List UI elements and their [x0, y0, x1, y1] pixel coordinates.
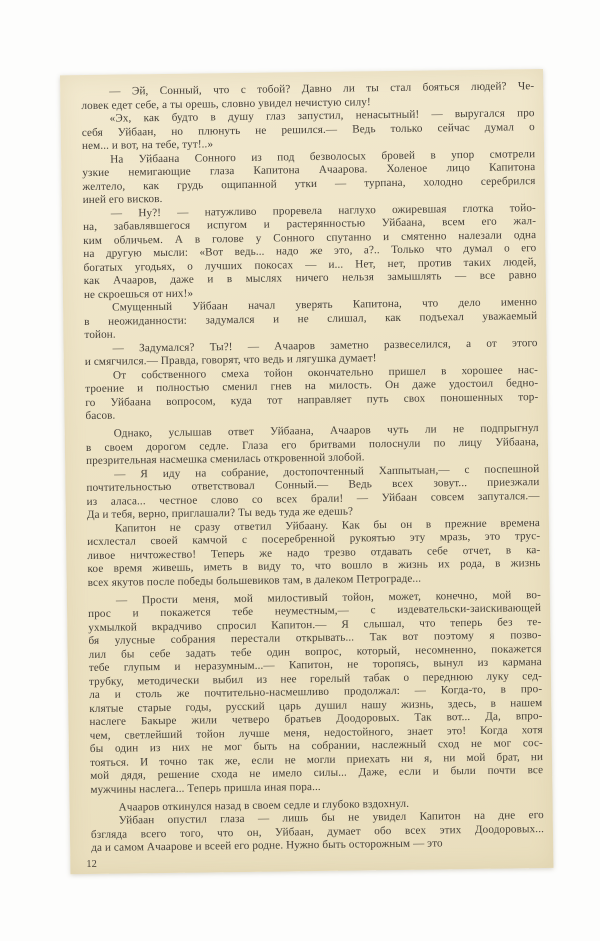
text-line: ла и столь же почтительно-насмешливо продолжал: — Когда-то, в про-	[89, 683, 543, 701]
text-line: — Ну?! — натужливо проревела наглухо ожиревшая глотка тойо-	[110, 201, 536, 220]
text-line: троение и полностью сменил гнев на милость. Он даже удостоил бедно-	[85, 377, 539, 396]
text-line: мой дядя, решение схода не имело силы... Даже, если и были почти все	[90, 764, 544, 782]
text-line: иней его висков.	[82, 192, 163, 207]
text-line: Да и тебя, верно, приглашали? Ты ведь туда же едешь?	[86, 505, 354, 522]
text-line: — Эй, Сонный, что с тобой? Давно ли ты стал бояться людей? Че-	[109, 80, 535, 98]
text-line: лил бы себе задать тебе один вопрос, который, несомненно, покажется	[88, 642, 542, 661]
paragraph	[91, 809, 544, 855]
text-line: почтительностью ответствовал Сонный.— Ведь всех зовут... приезжали	[86, 476, 540, 495]
text-line: — Я иду на собрание, достопочтенный Хаппытыан,— с поспешной	[114, 462, 540, 481]
text-line: как Ачааров, даже и в мыслях ничего нельзя замышлять — все равно	[83, 269, 537, 288]
text-line: ким обличьем. А в голове у Сонного спутанно и смятенно налезали одна	[83, 228, 537, 247]
paragraph	[82, 148, 536, 208]
text-line: тояться. И точно так же, если не могли приехать ни я, ни мой брат, ни	[89, 750, 544, 769]
text-line: на другую мысли: «Вот ведь... надо же это, а?.. Только что думал о его	[83, 242, 537, 261]
text-line: — Задумался? Ты?! — Ачааров заметно развеселился, а от этого	[112, 336, 538, 355]
text-line: Уйбаан опустил глаза — лишь бы не увидел Капитон на дне его	[118, 809, 544, 827]
text-line: желтело, как грудь ощипанной утки — турпана, холодно серебрился	[82, 174, 536, 193]
text-line: наслеге Бакыре жили четверо братьев Доодоровых. Так вот... Да, впро-	[89, 710, 543, 728]
text-line: да и самом Ачаарове и всеей его родне. Нужно быть осторожным — это	[91, 837, 443, 854]
text-line: ловек едет себе, а ты орешь, словно увидел нечистую силу!	[81, 95, 371, 112]
paragraph	[84, 296, 537, 342]
paragraph	[88, 589, 544, 797]
text-line: на, забавлявшегося испугом и растерянностью Уйбаана, всем его жал-	[82, 215, 537, 234]
text-line: бзгляда всего того, что он, Уйбаан, думает обо всех этих Доодоровых...	[90, 822, 545, 841]
text-line: богатых угодьях, о лучших покосах — и... Нет, нет, против таких людей,	[83, 255, 537, 274]
text-line: и смягчился.— Правда, говорят, что ведь и лягушка думает!	[84, 352, 377, 369]
paragraph	[82, 107, 535, 153]
text-line: го Уйбаана вопросом, куда тот направляет путь свох поношенных тор-	[85, 390, 539, 409]
text-line: бя улусные собрания перестали открывать... Так вот поэтому я позво-	[88, 629, 542, 647]
text-line: басов.	[85, 409, 116, 423]
text-line: нем... и вот, на тебе, тут!..»	[81, 138, 214, 153]
text-line: тебе глупым и неразумным...— Капитон, не торопясь, вынул из кармана	[88, 656, 542, 674]
text-line: кое время живешь, иметь в виду то, что вошло в жизнь их рода, в жизнь	[87, 557, 541, 576]
text-line: Смущенный Уйбаан начал уверять Капитона, что дело именно	[112, 296, 538, 314]
page-text	[60, 69, 553, 856]
text-line: мужчины наслега... Теперь пришла иная пора...	[90, 780, 321, 796]
text-line: ливое ничтожество! Теперь же надо трезво отдавать себе отчет, в ка-	[87, 543, 541, 562]
text-line: тойон.	[84, 328, 116, 342]
text-line: чем, светлейший тойон лучше меня, недостойного, знает это! Когда хотя	[89, 723, 543, 742]
text-line: узкие немигающие глаза Капитона Ачаарова. Холеное лицо Капитона	[82, 161, 536, 180]
text-line: Однако, услышав ответ Уйбаана, Ачааров чуть ли не подпрыгнул	[113, 422, 539, 440]
text-line: От собственного смеха тойон окончательно пришел в хорошее нас-	[112, 363, 539, 382]
text-line: не скроешься от них!»	[83, 287, 194, 301]
text-line: На Уйбаана Сонного из под безволосых бровей в упор смотрели	[110, 147, 536, 166]
text-line: себя Уйбаан, но плюнуть не решился.— Ведь только сейчас думал о	[81, 120, 535, 139]
book-page	[60, 69, 553, 874]
text-line: в неожиданности: задумался и не слишал, как подъехал уважаемый	[84, 309, 538, 328]
text-line: бы один из них не мог быть на собрании, наслежный сход не мог сос-	[89, 737, 543, 755]
text-line: презрительная насмешка сменилась откровенной злобой.	[86, 451, 365, 468]
text-line: ухмылкой вкрадчиво спросил Капитон.— Я слышал, что теперь без те-	[88, 615, 542, 634]
paragraph	[86, 422, 539, 468]
text-line: из аласа... честное слово со всех брали! — Уйбаан совсем запутался.—	[86, 489, 540, 508]
text-line: исхлестал своей камчой с посеребренной рукоятью эту мразь, это трус-	[87, 530, 541, 549]
text-line: прос и покажется тебе неуместным,— с издевательски-заискивающей	[88, 602, 542, 621]
text-line: в своем дорогом седле. Глаза его бритвами полоснули по лицу Уйбаана,	[85, 435, 539, 454]
text-line: Ачааров откинулся назад в своем седле и глубоко вздохнул.	[118, 797, 410, 814]
text-line: клятые старые годы, русский царь душил нашу жизнь, здесь, в нашем	[89, 696, 543, 715]
text-line: Капитон не сразу ответил Уйбаану. Как бы он в прежние времена	[114, 516, 541, 535]
page-number: 12	[86, 858, 97, 870]
paragraph	[87, 517, 541, 590]
paragraph	[85, 364, 539, 424]
text-line: трубку, методически выбил из нее горелый табак о переднюю луку сед-	[88, 669, 543, 688]
text-line: «Эх, как будто в душу глаз запустил, ненасытный! — выругался про	[109, 107, 535, 125]
paragraph	[86, 463, 540, 523]
paragraph	[83, 202, 537, 302]
text-line: всех якутов после победы большевиков там, в далеком Петрограде...	[87, 572, 422, 589]
text-line: — Прости меня, мой милостивый тойон, может, конечно, мой во-	[115, 588, 541, 607]
